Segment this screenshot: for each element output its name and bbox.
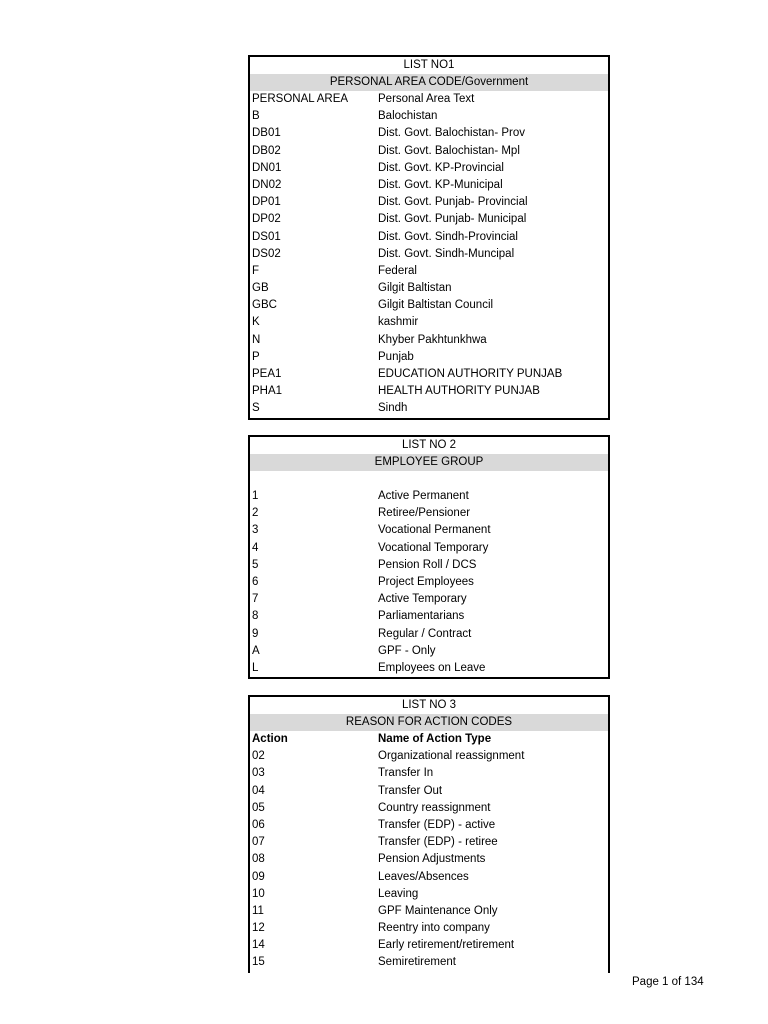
table-row (250, 488, 608, 505)
row-text: EDUCATION AUTHORITY PUNJAB (378, 368, 563, 380)
table-row (250, 522, 608, 539)
row-code: 12 (252, 922, 265, 935)
table-row (250, 332, 608, 349)
row-text: Dist. Govt. Sindh-Provincial (378, 230, 518, 243)
row-text: Project Employees (378, 575, 474, 588)
table-row (250, 608, 608, 625)
table-row (250, 400, 608, 417)
row-code: 03 (252, 767, 265, 780)
table-row (250, 366, 608, 383)
row-text: Parliamentarians (378, 610, 465, 623)
row-code: 08 (252, 853, 265, 866)
row-text: Dist. Govt. Balochistan- Mpl (378, 144, 520, 157)
row-code: DP01 (252, 196, 281, 209)
row-code: DS02 (252, 247, 281, 260)
row-text: Sindh (378, 402, 408, 415)
row-code: 2 (252, 507, 259, 520)
row-code: GB (252, 282, 269, 295)
row-text: Khyber Pakhtunkhwa (378, 333, 487, 346)
row-code: 15 (252, 956, 265, 969)
row-code: 02 (252, 750, 265, 763)
list-1-table (248, 55, 610, 420)
row-text: kashmir (378, 316, 419, 329)
column-header-code: Action (252, 733, 288, 745)
column-header-code: PERSONAL AREA (252, 93, 349, 105)
table-row (250, 143, 608, 160)
row-text: Semiretirement (378, 956, 456, 969)
row-code: 10 (252, 887, 265, 900)
row-text: Country reassignment (378, 801, 491, 814)
table-row (250, 557, 608, 574)
row-code: 09 (252, 870, 265, 883)
row-code: GBC (252, 299, 277, 312)
row-text: Dist. Govt. KP-Municipal (378, 178, 503, 191)
row-code: DN02 (252, 178, 282, 191)
table-row (250, 783, 608, 800)
row-code: 06 (252, 818, 265, 831)
list-3-table (248, 695, 610, 973)
row-text: Transfer (EDP) - retiree (378, 836, 498, 849)
row-code: 07 (252, 836, 265, 849)
table-row (250, 108, 608, 125)
table-row (250, 314, 608, 331)
table-row (250, 263, 608, 280)
table-row (250, 246, 608, 263)
row-text: Active Permanent (378, 490, 469, 502)
table-header-row (250, 731, 608, 748)
row-code: 11 (252, 904, 264, 917)
table-row (250, 194, 608, 211)
row-code: PEA1 (252, 368, 282, 380)
row-code: DN01 (252, 161, 282, 174)
row-text: Transfer In (378, 767, 434, 780)
table-row (250, 886, 608, 903)
table-row (250, 626, 608, 643)
row-code: F (252, 264, 260, 277)
row-code: P (252, 350, 260, 363)
table-row (250, 505, 608, 522)
table-row (250, 834, 608, 851)
list-title: LIST NO1 (403, 59, 455, 71)
row-text: Vocational Permanent (378, 524, 491, 537)
table-row (250, 125, 608, 142)
row-code: DB01 (252, 127, 281, 140)
row-text: Regular / Contract (378, 627, 472, 640)
row-code: DS01 (252, 230, 281, 243)
row-text: Dist. Govt. Sindh-Muncipal (378, 247, 515, 260)
row-text: Employees on Leave (378, 661, 486, 674)
table-row (250, 280, 608, 297)
table-row (250, 920, 608, 937)
list-1-rows (250, 108, 608, 417)
table-row (250, 229, 608, 246)
row-code: K (252, 316, 260, 329)
row-text: Dist. Govt. Balochistan- Prov (378, 127, 525, 140)
list-subtitle: REASON FOR ACTION CODES (250, 714, 608, 731)
row-text: Pension Roll / DCS (378, 558, 477, 571)
row-code: L (252, 661, 259, 674)
row-code: 7 (252, 593, 259, 606)
row-code: 1 (252, 490, 259, 502)
table-row (250, 574, 608, 591)
blank-row (250, 471, 608, 488)
row-code: 04 (252, 784, 265, 797)
row-text: Dist. Govt. KP-Provincial (378, 161, 504, 174)
row-code: 5 (252, 558, 259, 571)
row-text: GPF Maintenance Only (378, 904, 498, 917)
row-code: 3 (252, 524, 259, 537)
list-3-rows (250, 748, 608, 971)
row-text: Early retirement/retirement (378, 939, 515, 952)
table-row (250, 800, 608, 817)
table-row (250, 869, 608, 886)
page-number: Page 1 of 134 (632, 976, 704, 988)
row-code: DB02 (252, 144, 281, 157)
table-row (250, 817, 608, 834)
table-row (250, 297, 608, 314)
row-text: Gilgit Baltistan (378, 282, 452, 295)
row-text: Transfer (EDP) - active (378, 818, 496, 831)
row-text: Organizational reassignment (378, 750, 525, 763)
row-text: GPF - Only (378, 644, 436, 657)
row-text: Dist. Govt. Punjab- Provincial (378, 196, 528, 209)
table-row (250, 383, 608, 400)
table-row (250, 765, 608, 782)
row-text: Leaves/Absences (378, 870, 469, 883)
table-row (250, 177, 608, 194)
row-text: Retiree/Pensioner (378, 507, 471, 520)
table-row (250, 643, 608, 660)
row-code: 4 (252, 541, 259, 554)
row-code: 9 (252, 627, 259, 640)
row-code: PHA1 (252, 385, 283, 398)
row-text: Balochistan (378, 110, 438, 123)
column-header-text: Personal Area Text (378, 93, 475, 105)
row-code: 05 (252, 801, 265, 814)
row-text: Gilgit Baltistan Council (378, 299, 494, 312)
table-row (250, 211, 608, 228)
row-text: Pension Adjustments (378, 853, 486, 866)
row-text: Federal (378, 264, 417, 277)
row-text: Leaving (378, 887, 419, 900)
list-2-rows (250, 488, 608, 677)
table-row (250, 591, 608, 608)
table-row (250, 954, 608, 971)
table-row (250, 160, 608, 177)
list-title: LIST NO 3 (401, 699, 457, 711)
row-text: Transfer Out (378, 784, 443, 797)
row-code: 8 (252, 610, 259, 623)
column-header-text: Name of Action Type (378, 733, 492, 745)
row-code: 6 (252, 575, 259, 588)
row-text: Reentry into company (378, 922, 490, 935)
row-code: DP02 (252, 213, 281, 226)
table-row (250, 937, 608, 954)
row-code: N (252, 333, 261, 346)
row-text: Dist. Govt. Punjab- Municipal (378, 213, 527, 226)
table-row (250, 349, 608, 366)
row-text: HEALTH AUTHORITY PUNJAB (378, 385, 540, 398)
table-row (250, 851, 608, 868)
table-row (250, 660, 608, 677)
row-text: Active Temporary (378, 593, 467, 606)
row-code: S (252, 402, 260, 415)
list-subtitle: PERSONAL AREA CODE/Government (250, 74, 608, 91)
row-code: 14 (252, 939, 265, 952)
list-title: LIST NO 2 (401, 439, 457, 451)
table-row (250, 540, 608, 557)
table-row (250, 903, 608, 920)
list-2-table (248, 435, 610, 679)
table-row (250, 748, 608, 765)
table-header-row (250, 91, 608, 108)
row-code: B (252, 110, 260, 123)
row-code: A (252, 644, 260, 657)
row-text: Vocational Temporary (378, 541, 489, 554)
list-subtitle: EMPLOYEE GROUP (250, 454, 608, 471)
row-text: Punjab (378, 350, 414, 363)
